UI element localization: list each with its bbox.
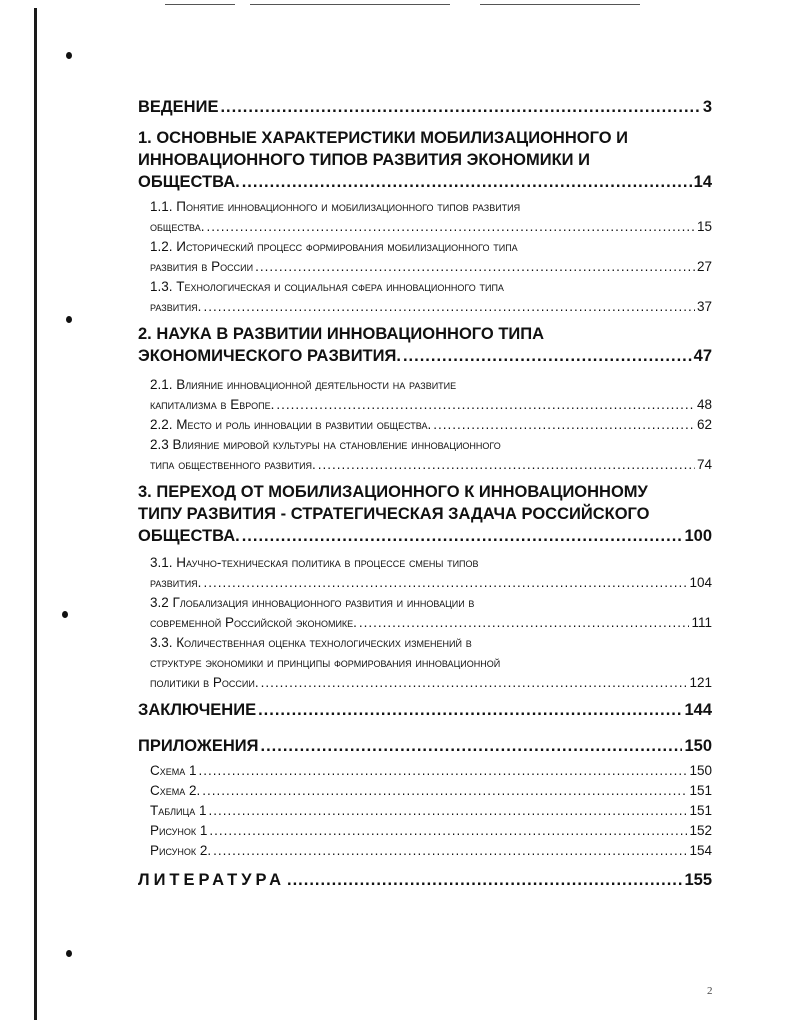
toc-label: ЛИТЕРАТУРА [138, 871, 285, 889]
toc-chapter-title: ЭКОНОМИЧЕСКОГО РАЗВИТИЯ. [138, 347, 401, 365]
toc-section-title: 3.2 Глобализация инновационного развития и инновации в [150, 595, 475, 610]
toc-page: 48 [696, 397, 712, 412]
toc-section-title: развития. [150, 575, 202, 590]
toc-section-title: 2.1. Влияние инновационной деятельности на развитие [150, 377, 457, 392]
toc-label: ПРИЛОЖЕНИЯ [138, 737, 259, 755]
toc-section-title: капитализма в Европе. [150, 397, 275, 412]
toc-section-title: 3.3. Количественная оценка технологических изменений в [150, 635, 472, 650]
toc-page: 62 [696, 417, 712, 432]
toc-label: ЗАКЛЮЧЕНИЕ [138, 701, 257, 719]
toc-section-title: 2.3 Влияние мировой культуры на становление инновационного [150, 437, 501, 452]
toc-section-3-3 [138, 633, 712, 693]
toc-entry-intro [138, 96, 712, 118]
page-number: 2 [707, 985, 713, 997]
toc-section-title: 3.1. Научно-техническая политика в процессе смены типов [150, 555, 479, 570]
toc-page: 151 [689, 783, 712, 798]
toc-section-1-2 [138, 237, 712, 277]
toc-chapter-title: ИННОВАЦИОННОГО ТИПОВ РАЗВИТИЯ ЭКОНОМИКИ И [138, 151, 590, 169]
punch-hole-mark [66, 52, 72, 59]
toc-appendix-label: Рисунок 2. [150, 843, 212, 858]
toc-section-2-2 [138, 415, 712, 435]
toc-appendix-label: Рисунок 1 [150, 823, 208, 838]
list-item [150, 821, 712, 841]
toc-page: 3 [702, 98, 712, 116]
toc-page: 150 [684, 737, 712, 755]
toc-entry-literature [138, 869, 712, 891]
toc-chapter-title: 1. ОСНОВНЫЕ ХАРАКТЕРИСТИКИ МОБИЛИЗАЦИОННОГО И [138, 129, 629, 147]
list-item [150, 781, 712, 801]
toc-appendix-label: Схема 1 [150, 763, 197, 778]
toc-page: 150 [689, 763, 712, 778]
toc-page: 154 [689, 843, 712, 858]
toc-chapter-title: ТИПУ РАЗВИТИЯ - СТРАТЕГИЧЕСКАЯ ЗАДАЧА РОССИЙСКОГО [138, 505, 650, 523]
toc-page: 100 [684, 527, 712, 545]
toc-section-3-1 [138, 553, 712, 593]
toc-chapter-title: ОБЩЕСТВА. [138, 527, 240, 545]
toc-label: ВЕДЕНИЕ [138, 98, 219, 116]
toc-section-title: общества. [150, 219, 205, 234]
toc-chapter-1 [138, 127, 712, 193]
toc-page: 37 [696, 299, 712, 314]
toc-section-title: типа общественного развития. [150, 457, 316, 472]
toc-section-1-1 [138, 197, 712, 237]
toc-entry-conclusion [138, 699, 712, 721]
toc-page: 47 [693, 347, 712, 365]
toc-section-title: развития в России [150, 259, 254, 274]
toc-section-2-1 [138, 375, 712, 415]
toc-page: 144 [684, 701, 712, 719]
toc-section-1-3 [138, 277, 712, 317]
toc-entry-appendices [138, 735, 712, 757]
toc-page: 104 [689, 575, 712, 590]
scan-top-line [165, 4, 235, 5]
toc-section-title: 1.1. Понятие инновационного и мобилизационного типов развития [150, 199, 521, 214]
toc-page: 121 [689, 675, 712, 690]
toc-section-title: развития. [150, 299, 202, 314]
toc-section-title: 2.2. Место и роль инновации в развитии общества. [150, 417, 432, 432]
toc-section-title: 1.3. Технологическая и социальная сфера инновационного типа [150, 279, 504, 294]
list-item [150, 841, 712, 861]
toc-page: 74 [696, 457, 712, 472]
scan-top-line [480, 4, 640, 5]
toc-section-title: 1.2. Исторический процесс формирования мобилизационного типа [150, 239, 518, 254]
toc-section-2-3 [138, 435, 712, 475]
punch-hole-mark [66, 316, 72, 323]
toc-chapter-title: ОБЩЕСТВА. [138, 173, 240, 191]
toc-page: 152 [689, 823, 712, 838]
punch-hole-mark [66, 950, 72, 957]
toc-page: 14 [693, 173, 712, 191]
scan-top-line [250, 4, 450, 5]
toc-appendix-label: Таблица 1 [150, 803, 207, 818]
list-item [150, 761, 712, 781]
table-of-contents [138, 96, 712, 891]
toc-chapter-title: 2. НАУКА В РАЗВИТИИ ИННОВАЦИОННОГО ТИПА [138, 325, 545, 343]
punch-hole-mark [62, 611, 68, 618]
toc-chapter-2 [138, 323, 712, 367]
toc-page: 155 [684, 871, 712, 889]
toc-chapter-3 [138, 481, 712, 547]
toc-section-title: политики в России. [150, 675, 259, 690]
toc-appendix-list [138, 761, 712, 861]
toc-section-title: современной Российской экономике. [150, 615, 357, 630]
scan-border-left [34, 8, 37, 1020]
toc-page: 15 [696, 219, 712, 234]
list-item [150, 801, 712, 821]
toc-page: 111 [691, 615, 712, 630]
toc-section-title: структуре экономики и принципы формирования инновационной [150, 655, 501, 670]
toc-page: 151 [689, 803, 712, 818]
toc-appendix-label: Схема 2. [150, 783, 201, 798]
toc-chapter-title: 3. ПЕРЕХОД ОТ МОБИЛИЗАЦИОННОГО К ИННОВАЦИОННОМУ [138, 483, 648, 501]
toc-page: 27 [696, 259, 712, 274]
toc-section-3-2 [138, 593, 712, 633]
